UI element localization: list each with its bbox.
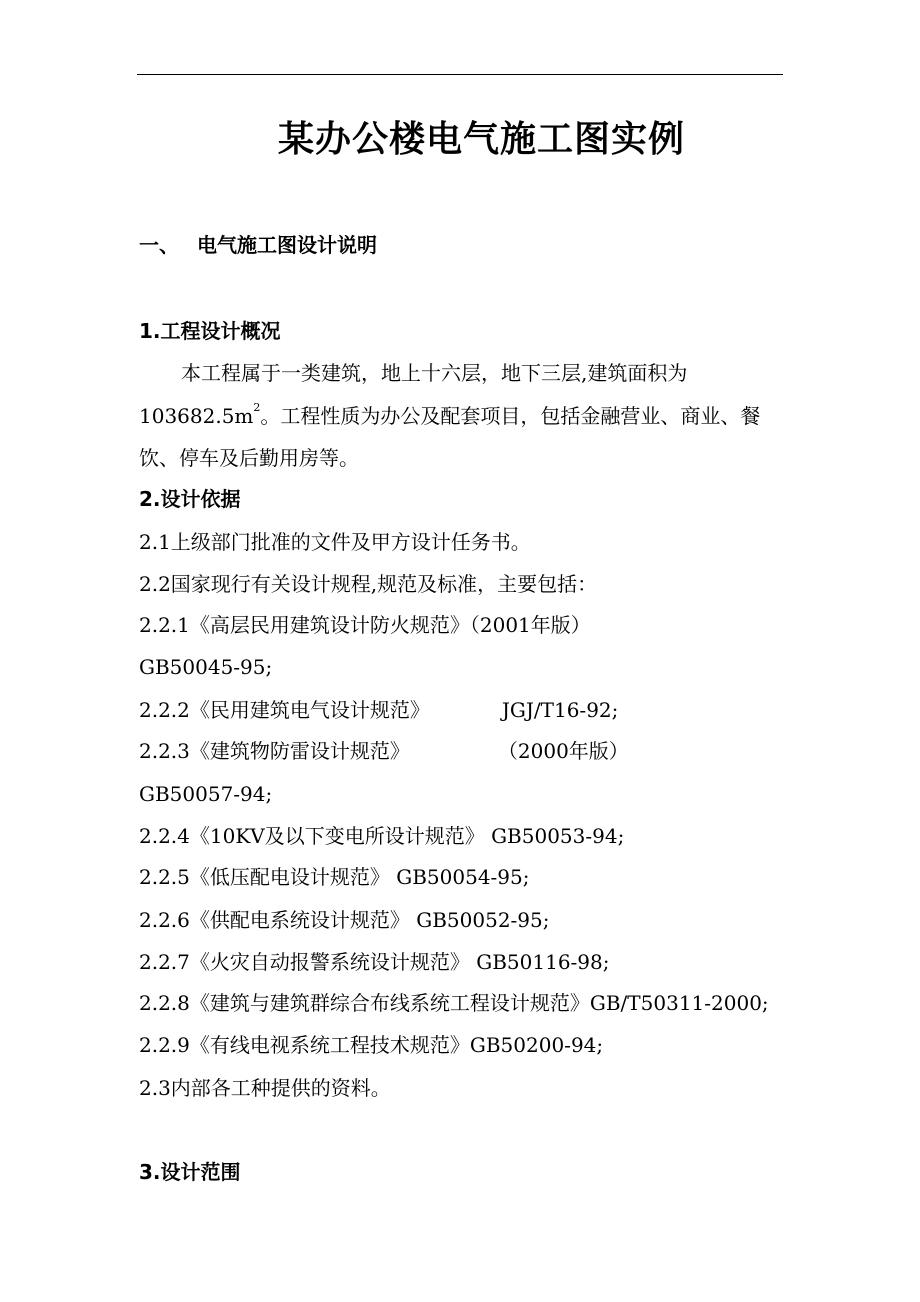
overview-paragraph-line-2	[139, 402, 760, 430]
section-heading-1	[139, 231, 377, 259]
subsection-heading-1: 1.工程设计概况	[139, 319, 281, 343]
area-unit-superscript: 2	[253, 401, 261, 414]
overview-paragraph-line-1: 本工程属于一类建筑，地上十六层，地下三层,建筑面积为	[181, 361, 688, 385]
standard-name: 2.2.3《建筑物防雷设计规范》	[139, 739, 410, 763]
standard-name: 2.2.2《民用建筑电气设计规范》	[139, 698, 430, 722]
basis-item-2-2-4: 2.2.4《10KV及以下变电所设计规范》 GB50053-94;	[139, 824, 625, 848]
document-title: 某办公楼电气施工图实例	[278, 119, 686, 160]
subsection-heading-2: 2.设计依据	[139, 487, 241, 511]
overview-paragraph-line-3: 饮、停车及后勤用房等。	[139, 446, 359, 470]
basis-item-2-2-3	[139, 737, 629, 765]
basis-item-2-3: 2.3内部各工种提供的资料。	[139, 1076, 391, 1100]
subsection-heading-3: 3.设计范围	[139, 1160, 241, 1184]
basis-item-2-2-8: 2.2.8《建筑与建筑群综合布线系统工程设计规范》GB/T50311-2000;	[139, 991, 769, 1015]
basis-item-2-2-5: 2.2.5《低压配电设计规范》 GB50054-95;	[139, 865, 530, 889]
basis-item-2-2: 2.2国家现行有关设计规程,规范及标准，主要包括：	[139, 572, 598, 596]
standard-code: JGJ/T16-92;	[501, 698, 619, 722]
section-number: 一、	[139, 233, 179, 257]
overview-paragraph-text: 。工程性质为办公及配套项目，包括金融营业、商业、餐	[260, 404, 761, 428]
basis-item-2-2-2	[139, 696, 618, 724]
basis-item-2-2-9: 2.2.9《有线电视系统工程技术规范》GB50200-94;	[139, 1033, 604, 1057]
basis-item-2-1: 2.1上级部门批准的文件及甲方设计任务书。	[139, 530, 531, 554]
basis-item-2-2-1: 2.2.1《高层民用建筑设计防火规范》（2001年版）	[139, 613, 591, 637]
section-label: 电气施工图设计说明	[197, 233, 377, 257]
basis-item-2-2-7: 2.2.7《火灾自动报警系统设计规范》 GB50116-98;	[139, 950, 610, 974]
basis-item-2-2-3-code: GB50057-94;	[139, 782, 273, 806]
area-value: 103682.5m	[139, 404, 254, 428]
basis-item-2-2-1-code: GB50045-95;	[139, 655, 273, 679]
basis-item-2-2-6: 2.2.6《供配电系统设计规范》 GB50052-95;	[139, 908, 550, 932]
standard-edition: （2000年版）	[497, 739, 629, 763]
header-rule	[137, 74, 783, 75]
